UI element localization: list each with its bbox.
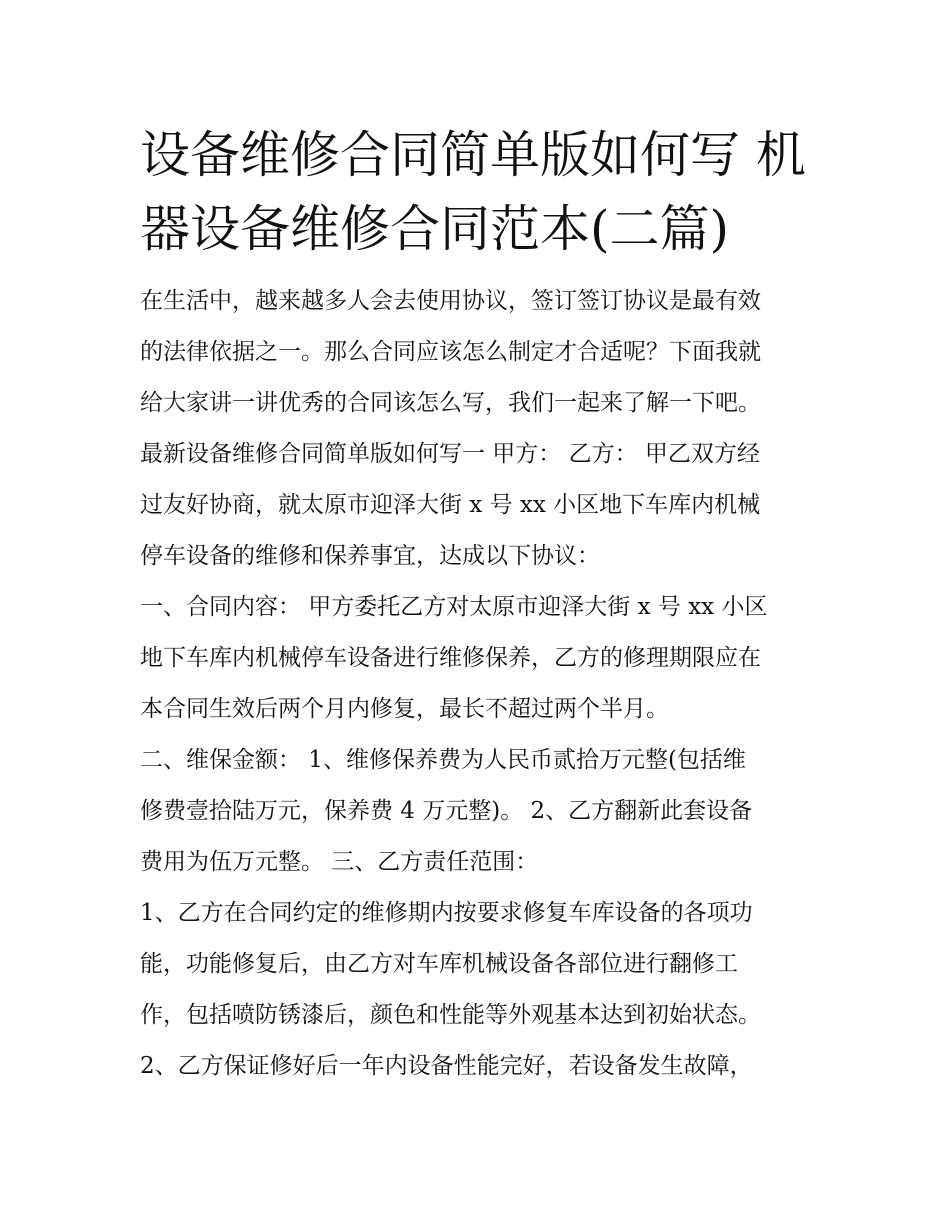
- body-line: 2、乙方保证修好后一年内设备性能完好，若设备发生故障，: [140, 1053, 753, 1079]
- body-line: 过友好协商，就太原市迎泽大街 x 号 xx 小区地下车库内机械: [140, 492, 761, 518]
- document-body: [140, 282, 830, 1098]
- title-line-1: 设备维修合同简单版如何写 机: [140, 126, 806, 184]
- body-line: 费用为伍万元整。 三、乙方责任范围：: [140, 849, 539, 875]
- body-line: 在生活中，越来越多人会去使用协议，签订签订协议是最有效: [140, 288, 761, 314]
- body-line: 地下车库内机械停车设备进行维修保养，乙方的修理期限应在: [140, 645, 761, 671]
- body-line: 的法律依据之一。那么合同应该怎么制定才合适呢？下面我就: [140, 339, 761, 365]
- body-line: 本合同生效后两个月内修复，最长不超过两个半月。: [140, 696, 669, 722]
- body-line: 修费壹拾陆万元，保养费 4 万元整)。 2、乙方翻新此套设备: [140, 798, 753, 824]
- document-title: [140, 118, 820, 266]
- body-line: 一、合同内容： 甲方委托乙方对太原市迎泽大街 x 号 xx 小区: [140, 594, 768, 620]
- body-line: 能，功能修复后，由乙方对车库机械设备各部位进行翻修工: [140, 951, 738, 977]
- body-line: 给大家讲一讲优秀的合同该怎么写，我们一起来了解一下吧。: [140, 390, 761, 416]
- title-line-2: 器设备维修合同范本(二篇): [140, 200, 730, 258]
- body-line: 二、维保金额： 1、维修保养费为人民币贰拾万元整(包括维: [140, 747, 746, 773]
- body-line: 停车设备的维修和保养事宜，达成以下协议：: [140, 543, 600, 569]
- body-line: 最新设备维修合同简单版如何写一 甲方： 乙方： 甲乙双方经: [140, 441, 760, 467]
- body-line: 1、乙方在合同约定的维修期内按要求修复车库设备的各项功: [140, 900, 753, 926]
- body-line: 作，包括喷防锈漆后，颜色和性能等外观基本达到初始状态。: [140, 1002, 761, 1028]
